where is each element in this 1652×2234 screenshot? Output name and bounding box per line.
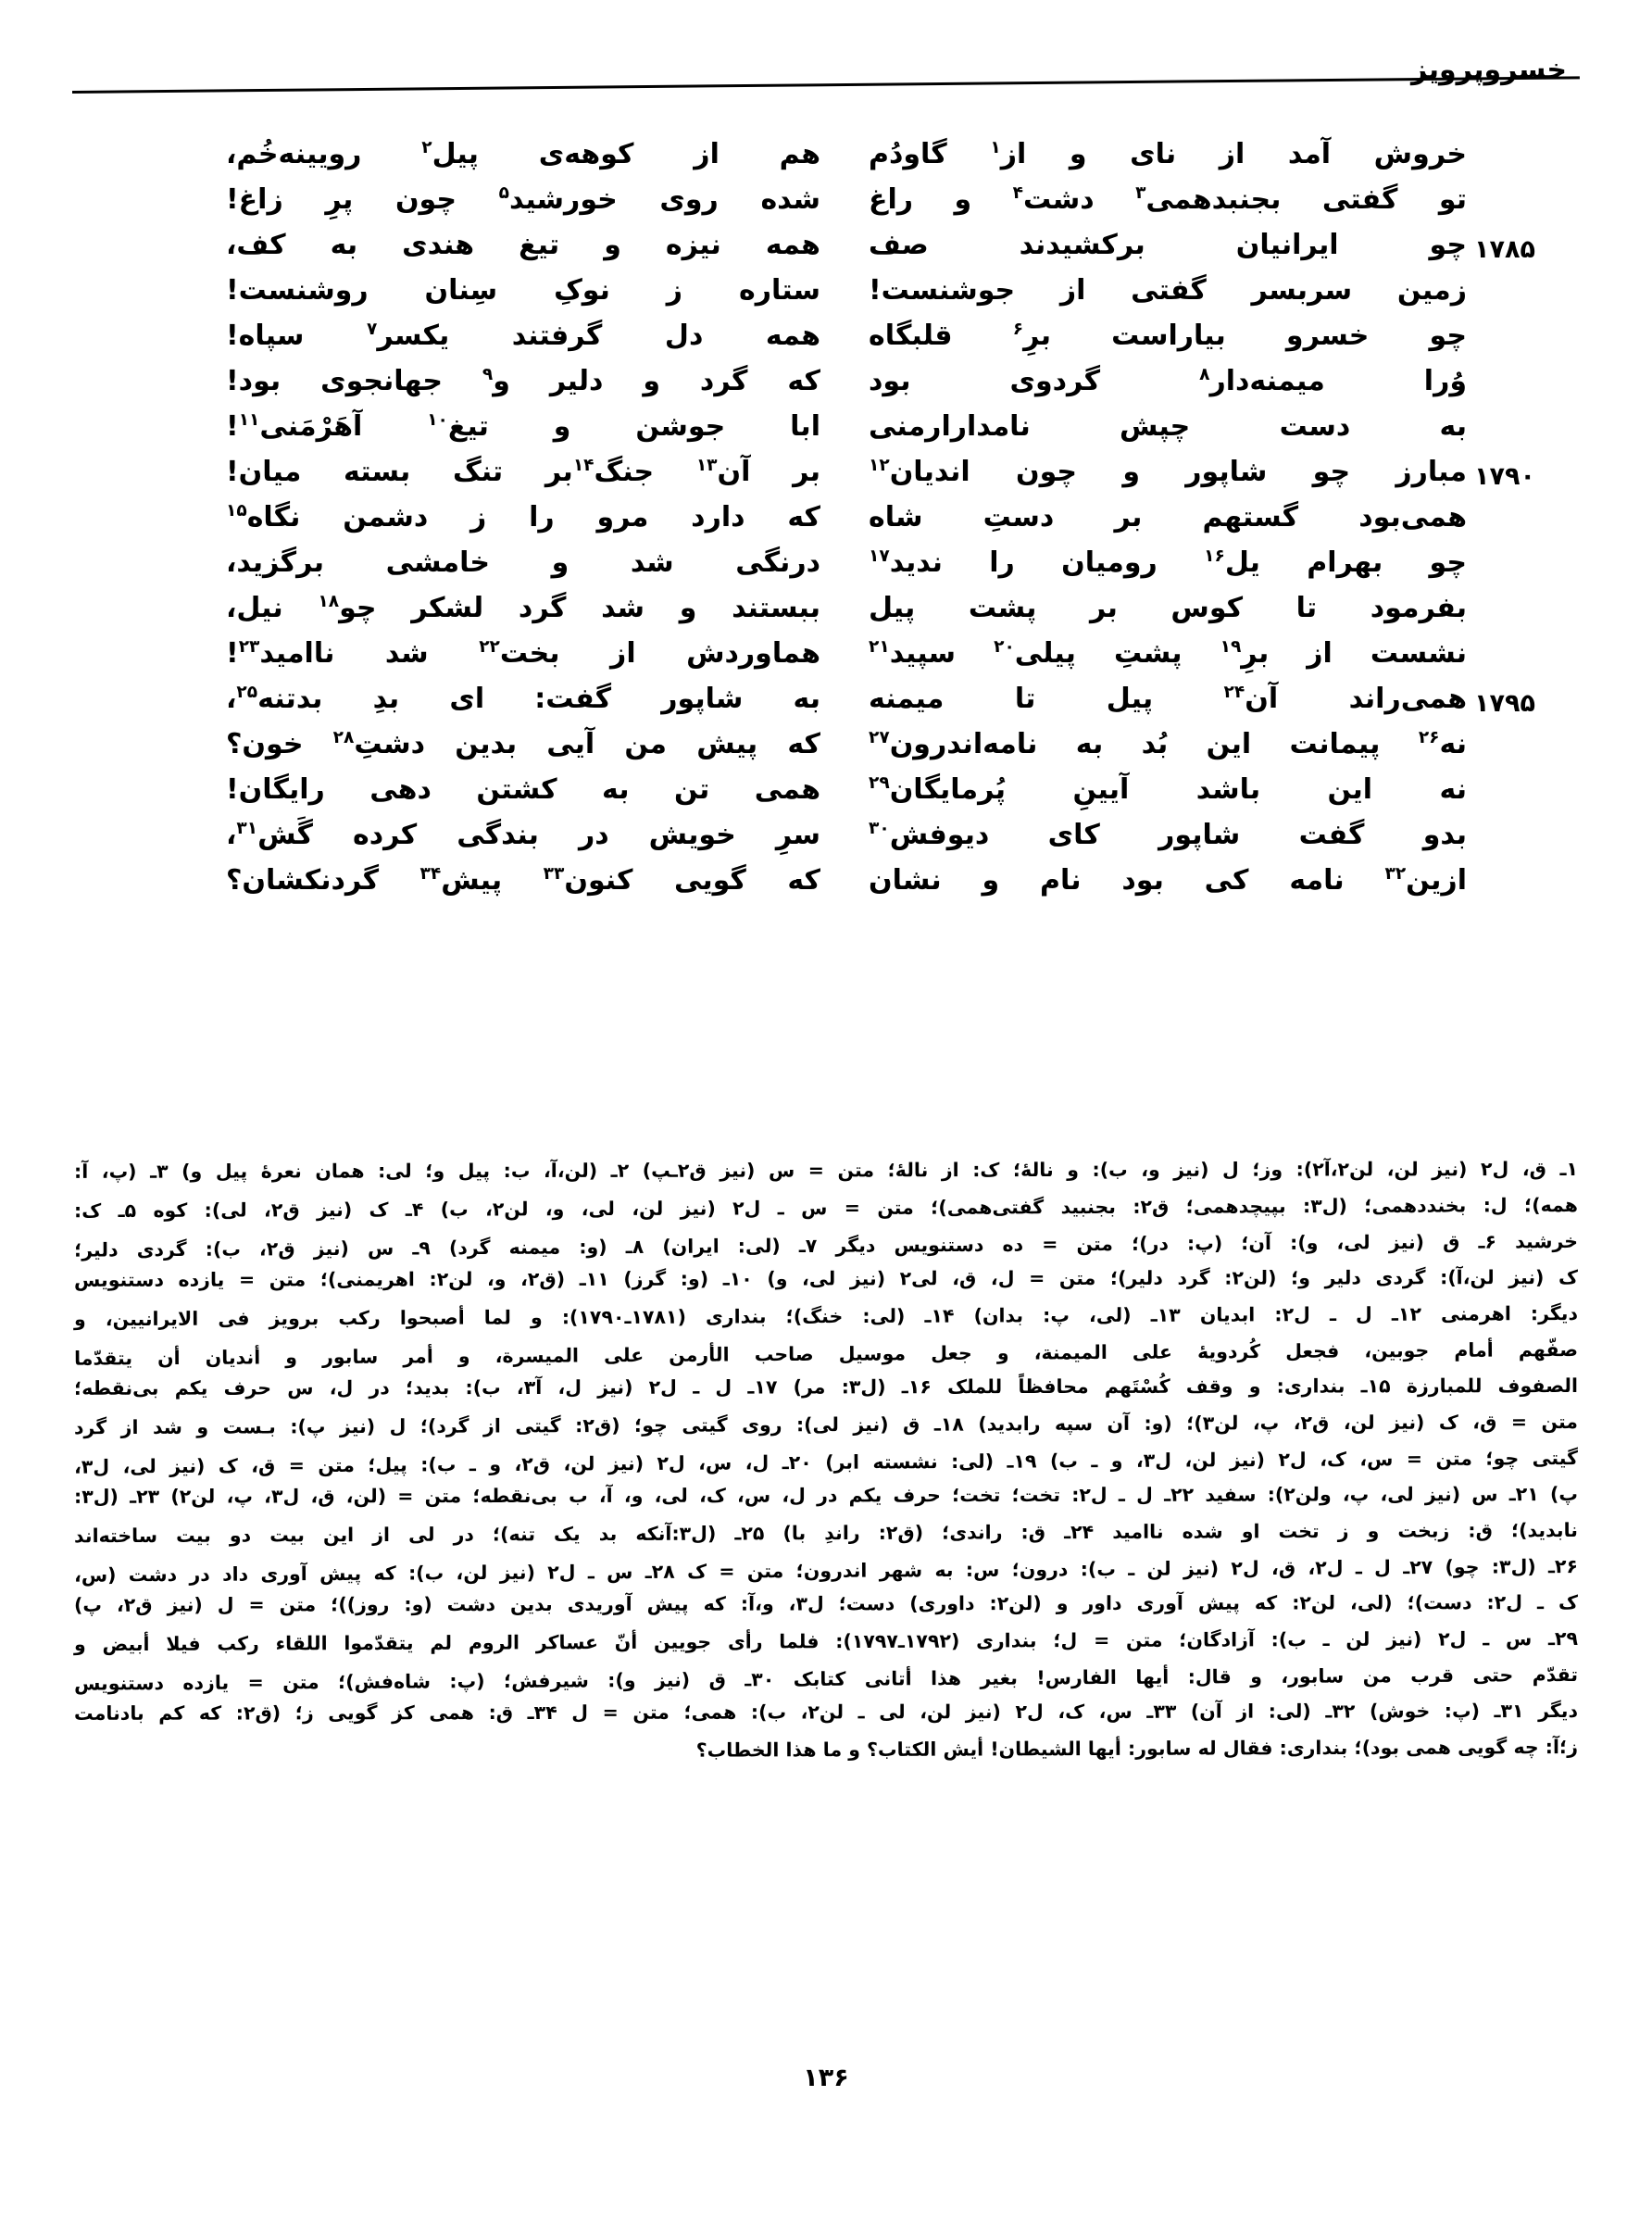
hemistich-first	[845, 228, 1467, 260]
apparatus-line-text: ٢٩ـ س ـ ل٢ (نیز لن ـ ب): آزادگان؛ متن = ل؛ بنداری (١٧٩٢ـ١٧٩٧): فلما رأی جویین أنّ عساکر الروم لم یتقدّموا اللقاء رکب فیلا أبیض و	[73, 1627, 1579, 1656]
hemistich-first	[845, 636, 1467, 669]
running-head-title: خسروپرویز	[1411, 54, 1567, 86]
apparatus-line	[74, 1196, 1578, 1221]
verse-couplet	[222, 818, 1467, 863]
verse-couplet	[222, 636, 1467, 682]
apparatus-line-text: ١ـ ق، ل٢ (نیز لن، لن٢،آ٢): وز؛ ل (نیز و، ب): و نالهٔ؛ ک: از نالهٔ؛ متن = س (نیز ق٢ـپ) ٢ـ (لن،آ، ب: پیل و؛ لی: همان نعرهٔ پیل و) ٣ـ (پ، آ:	[73, 1158, 1579, 1183]
verse-couplet	[222, 591, 1467, 636]
hemistich-second-text: به شاپور گفت: ای بدِ بدتنه$^{٢۵}$،	[226, 683, 820, 715]
verse-couplet	[222, 273, 1467, 319]
hemistich-second-text: هماوردش از بخت$^{٢٢}$ شد ناامید$^{٢٣}$!	[226, 637, 820, 670]
hemistich-second	[222, 636, 845, 669]
hemistich-second	[222, 591, 845, 623]
apparatus-line	[74, 1665, 1578, 1693]
apparatus-line	[74, 1160, 1578, 1181]
apparatus-line-text: گیتی چو؛ متن = س، ک، ل٢ (نیز لن، ل٣، و ـ ب) ١٩ـ (لی: نشسته ابر) ٢٠ـ ل، س، ل٢ (نیز لن، ق٢، و ـ ب): پیل؛ متن = ق، ک (نیز لی، ل٣،	[73, 1447, 1579, 1478]
hemistich-first	[845, 364, 1467, 396]
hemistich-second-text: همه دل گرفتند یکسر$^٧$ سپاه!	[226, 320, 820, 352]
hemistich-second-text: بر آن$^{١٣}$ جنگ$^{۱۴}$بر تنگ بسته میان!	[226, 456, 821, 488]
hemistich-second	[222, 772, 845, 805]
hemistich-second	[222, 409, 845, 442]
verse-couplet	[222, 546, 1467, 591]
hemistich-second-text: سرِ خویش در بندگی کرده گَش$^{٣١}$،	[226, 819, 820, 851]
verse-couplet	[222, 455, 1535, 500]
apparatus-line	[74, 1521, 1578, 1546]
apparatus-line	[74, 1340, 1578, 1368]
hemistich-second	[222, 546, 845, 578]
verse-couplet	[222, 137, 1467, 182]
apparatus-line	[74, 1629, 1578, 1654]
verse-number: ١٧٩۵	[1474, 689, 1535, 718]
apparatus-line-text: نابدید)؛ ق: زبخت و ز تخت او شده ناامید ٢۴ـ ق: راندی؛ (ق٢: راندِ با) ٢۵ـ (ل٣:آنکه بد یک تنه)؛ در لی از این بیت دو بیت ساخته‌اند	[73, 1519, 1579, 1548]
apparatus-line-text: ک (نیز لن،آ): گردی دلیر و؛ (لن٢: گرد دلیر)؛ متن = ل، ق، لی٢ (نیز لی، و) ١٠ـ (و: گرز) ١١ـ (ق٢، و، لن٢: اهریمنی)؛ متن = یازده دستنویس	[73, 1266, 1579, 1291]
header-divider-rule	[72, 76, 1580, 94]
hemistich-first-text: تو گفتی بجنبدهمی$^٣$ دشت$^۴$ و راغ	[869, 183, 1467, 216]
apparatus-line-text: تقدّم حتی قرب من سابور، و قال: أیها الفارس! بغیر هذا أتانی کتابک ٣٠ـ ق (نیز و): شیرفش؛ (پ: شاه‌فش)؛ متن = یازده دستنویس	[73, 1663, 1579, 1695]
hemistich-first-text: چو خسرو بیاراست برِ$^۶$ قلبگاه	[869, 320, 1467, 352]
hemistich-second	[222, 863, 845, 896]
apparatus-line	[74, 1485, 1578, 1506]
hemistich-first	[845, 455, 1467, 487]
apparatus-line-text: ز؛آ: چه گویی همی بود)؛ بنداری: فقال له سابور: أیها الشیطان! أیش الکتاب؟ و ما هذا الخطاب؟	[695, 1736, 1579, 1762]
apparatus-line	[74, 1232, 1578, 1260]
hemistich-first-text: چو ایرانیان برکشیدند صف	[869, 229, 1467, 261]
apparatus-line	[74, 1449, 1578, 1476]
hemistich-first-text: به دست چپش نامدارارمنی	[869, 410, 1467, 443]
verse-couplet	[222, 182, 1467, 228]
hemistich-first	[845, 546, 1467, 578]
hemistich-second-text: ببستند و شد گرد لشکر چو$^{١٨}$ نیل،	[226, 592, 820, 624]
verse-couplet	[222, 500, 1467, 546]
apparatus-line-text: ک ـ ل٢: دست)؛ (لی، لن٢: که پیش آوری داور و (لن٢: داوری) دست؛ ل٣، و،آ: که پیش آوریدی بدین دشت (و: روز))؛ متن = ل (نیز ق٢، پ)	[73, 1591, 1579, 1616]
hemistich-second-text: ابا جوشن و تیغ$^{١٠}$ آهَرْمَنی$^{١١}$!	[226, 410, 820, 443]
apparatus-line-text: دیگر: اهرمنی ١٢ـ ل ـ ل٢: ابدیان ١٣ـ (لی، پ: بدان) ١۴ـ (لی: خنگ)؛ بنداری (١٧٨١ـ١٧٩٠): و لما أصبحوا رکب برویز فی الایرانیین، و	[73, 1302, 1579, 1331]
hemistich-first-text: چو بهرام یل$^{١۶}$ رومیان را ندید$^{١٧}$	[869, 546, 1467, 579]
hemistich-first	[845, 273, 1467, 306]
hemistich-first-text: زمین سربسر گفتی از جوشنست!	[869, 274, 1467, 307]
hemistich-first-text: نه این باشد آیینِ پُرمایگان$^{٢٩}$	[869, 773, 1467, 806]
hemistich-first	[845, 772, 1467, 805]
verse-couplet	[222, 863, 1467, 909]
hemistich-first-text: وُرا میمنه‌دار$^٨$ گردوی بود	[869, 365, 1467, 397]
apparatus-line	[74, 1701, 1578, 1723]
hemistich-second	[222, 682, 845, 714]
hemistich-first	[845, 863, 1467, 896]
apparatus-line-text: دیگر ٣١ـ (پ: خوش) ٣٢ـ (لی: از آن) ٣٣ـ س، ک، ل٢ (نیز لن، لی ـ لن٢، ب): همی؛ متن = ل ٣۴ـ ق: همی کز گویی ز؛ (ق٢: که کم بادنامت	[73, 1700, 1579, 1725]
hemistich-second-text: که دارد مرو را ز دشمن نگاه$^{١۵}$	[226, 501, 820, 533]
hemistich-first-text: خروش آمد از نای و از$^١$ گاودُم	[869, 138, 1467, 170]
hemistich-second-text: که گرد و دلیر و$^٩$ جهانجوی بود!	[226, 365, 820, 397]
hemistich-second	[222, 727, 845, 759]
apparatus-line-text: پ) ٢١ـ س (نیز لی، پ، ولن٢): سفید ٢٢ـ ل ـ ل٢: تخت؛ تخت؛ حرف یکم در ل، س، ک، لی، و، آ، ب بی‌نقطه؛ متن = (لن، ق، ل٣، پ، لن٢) ٢٣ـ (ل٣:	[73, 1483, 1579, 1508]
hemistich-second	[222, 500, 845, 533]
apparatus-line-text: خرشید ۶ـ ق (نیز لی، و): آن؛ (پ: در)؛ متن = ده دستنویس دیگر ٧ـ (لی: ایران) ٨ـ (و: میمنه گرد) ٩ـ س (نیز ق٢، ب): گردی دلیر؛	[73, 1230, 1579, 1261]
hemistich-second-text: همه نیزه و تیغ هندی به کف،	[226, 229, 820, 261]
apparatus-line	[74, 1376, 1578, 1398]
hemistich-second-text: که پیش من آیی بدین دشتِ$^{٢٨}$ خون؟	[226, 728, 820, 760]
apparatus-line-text: همه)؛ ل: بخنددهمی؛ (ل٣: بپیچدهمی؛ ق٢: بجنبید گفتی‌همی)؛ متن = س ـ ل٢ (نیز لن، لی، و، لن٢، ب) ۴ـ ک (نیز ق٢، لی): کوه ۵ـ ک:	[73, 1194, 1579, 1223]
verse-couplet	[222, 228, 1535, 273]
apparatus-line-text: ٢۶ـ (ل٣: چو) ٢٧ـ ل ـ ل٢، ق، ل٢ (نیز لن ـ ب): درون؛ س: به شهر اندرون؛ متن = ک ٢٨ـ س ـ ل٢ (نیز لن، ب): که پیش آوری داد در دشت (س،	[73, 1555, 1579, 1587]
hemistich-second-text: شده روی خورشید$^۵$ چون پرِ زاغ!	[226, 183, 820, 216]
hemistich-first-text: همی‌بود گستهم بر دستِ شاه	[869, 501, 1467, 533]
page-header	[72, 33, 1580, 98]
verse-number: ١٧٨۵	[1474, 235, 1535, 264]
hemistich-first	[845, 591, 1467, 623]
hemistich-first	[845, 137, 1467, 169]
hemistich-second-text: هم از کوهه‌ی پیل$^٢$ رویینه‌خُم،	[226, 138, 821, 170]
hemistich-second	[222, 319, 845, 351]
hemistich-first	[845, 727, 1467, 759]
apparatus-line	[74, 1557, 1578, 1585]
hemistich-first	[845, 818, 1467, 850]
verse-couplet	[222, 409, 1467, 455]
apparatus-line-text: صفّهم أمام جوبین، فجعل کُردویهٔ علی المیمنة، و جعل موسیل صاحب الأرمن علی المیسرة، و أمر سابور و أندیان أن یتقدّما	[73, 1338, 1579, 1370]
apparatus-line-text: الصفوف للمبارزة ١۵ـ بنداری: و وقف کُسْتَهم محافظاً للملک ١۶ـ (ل٣: مر) ١٧ـ ل ـ ل٢ (نیز ل، آ٣، ب): بدید؛ در ل، س حرف یکم بی‌نقطه؛	[73, 1374, 1579, 1399]
hemistich-first	[845, 409, 1467, 442]
verse-couplet	[222, 364, 1467, 409]
hemistich-second	[222, 273, 845, 306]
hemistich-second	[222, 364, 845, 396]
verse-couplet	[222, 682, 1535, 727]
verse-couplet	[222, 772, 1467, 818]
hemistich-first	[845, 682, 1467, 714]
hemistich-first	[845, 319, 1467, 351]
hemistich-second	[222, 228, 845, 260]
verse-couplet	[222, 727, 1467, 772]
apparatus-line	[74, 1738, 1578, 1763]
hemistich-first-text: ازین$^{٣٢}$ نامه کی بود نام و نشان	[869, 864, 1467, 897]
hemistich-second	[222, 137, 845, 169]
apparatus-line	[74, 1412, 1578, 1437]
hemistich-second	[222, 818, 845, 850]
hemistich-first-text: نشست از برِ$^{١٩}$ پشتِ پیلی$^{٢٠}$ سپید$^{٢١}$	[869, 637, 1467, 670]
apparatus-line	[74, 1593, 1578, 1614]
hemistich-first-text: مبارز چو شاپور و چون اندیان$^{١٢}$	[869, 456, 1467, 488]
hemistich-second-text: درنگی شد و خامشی برگزید،	[226, 546, 820, 579]
apparatus-line	[74, 1304, 1578, 1329]
apparatus-line-text: متن = ق، ک (نیز لن، ق٢، پ، لن٣)؛ (و: آن سپه رابدید) ١٨ـ ق (نیز لی): روی گیتی چو؛ (ق٢: گیتی از گرد)؛ ل (نیز پ): بـست و شد از گرد	[73, 1411, 1579, 1439]
critical-apparatus	[74, 1160, 1578, 1774]
verse-couplet	[222, 319, 1467, 364]
hemistich-first-text: همی‌راند آن$^{٢۴}$ پیل تا میمنه	[869, 683, 1467, 715]
apparatus-line	[74, 1268, 1578, 1289]
hemistich-first-text: بدو گفت شاپور کای دیوفش$^{٣٠}$	[869, 819, 1467, 851]
hemistich-second-text: همی تن به کشتن دهی رایگان!	[226, 773, 820, 806]
hemistich-first-text: بفرمود تا کوس بر پشت پیل	[869, 592, 1467, 624]
hemistich-second	[222, 455, 845, 487]
folio-page-number: ۱۳۶	[803, 2064, 849, 2092]
hemistich-second	[222, 182, 845, 215]
hemistich-first	[845, 500, 1467, 533]
hemistich-first	[845, 182, 1467, 215]
verse-block	[222, 137, 1535, 909]
hemistich-second-text: ستاره ز نوکِ سِنان روشنست!	[226, 274, 820, 307]
verse-number: ١٧٩٠	[1474, 462, 1535, 491]
hemistich-second-text: که گویی کنون$^{٣٣}$ پیش$^{٣۴}$ گردنکشان؟	[226, 864, 820, 897]
hemistich-first-text: نه$^{٢۶}$ پیمانت این بُد به نامه‌اندرون$^{٢٧}$	[869, 728, 1467, 760]
